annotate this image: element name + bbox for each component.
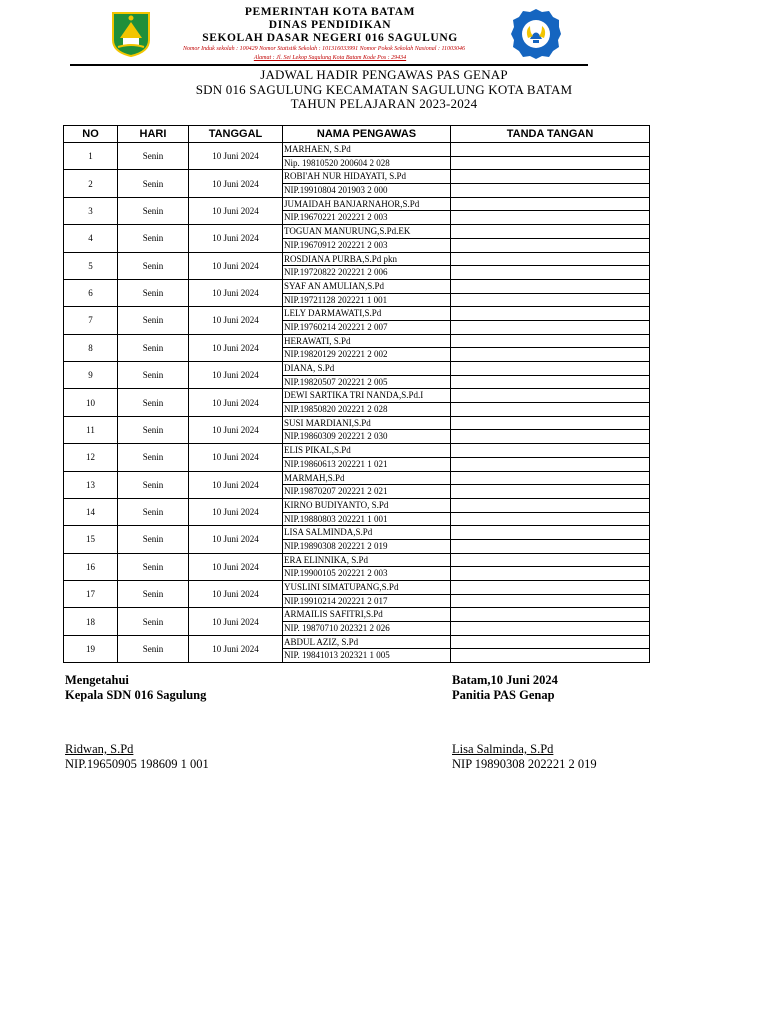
cell-tanggal: 10 Juni 2024 bbox=[189, 252, 283, 279]
cell-signature-space bbox=[451, 238, 650, 252]
cell-tanggal: 10 Juni 2024 bbox=[189, 170, 283, 197]
table-header-row bbox=[64, 126, 650, 143]
cell-signature-space bbox=[451, 485, 650, 499]
cell-nama-pengawas: ABDUL AZIZ, S.Pd bbox=[283, 635, 451, 649]
cell-hari: Senin bbox=[118, 170, 189, 197]
cell-no: 17 bbox=[64, 581, 118, 608]
cell-signature-space bbox=[451, 211, 650, 225]
sig-right-place-date: Batam,10 Juni 2024 bbox=[452, 673, 558, 687]
cell-no: 9 bbox=[64, 362, 118, 389]
cell-tanggal: 10 Juni 2024 bbox=[189, 334, 283, 361]
letterhead bbox=[100, 4, 600, 66]
letterhead-text bbox=[160, 6, 500, 62]
cell-no: 15 bbox=[64, 526, 118, 553]
cell-no: 11 bbox=[64, 416, 118, 443]
cell-signature-space bbox=[451, 225, 650, 239]
cell-hari: Senin bbox=[118, 416, 189, 443]
cell-signature-space bbox=[451, 389, 650, 403]
table-row bbox=[64, 225, 650, 239]
cell-nip: NIP. 19870710 202321 2 026 bbox=[283, 622, 451, 636]
title-line-3: TAHUN PELAJARAN 2023-2024 bbox=[290, 96, 478, 111]
cell-tanggal: 10 Juni 2024 bbox=[189, 444, 283, 471]
letterhead-school-numbers: Nomor Induk sekolah : 100429 Nomor Statistik Sekolah : 101316033991 Nomor Pokok Sekolah Nasional : 11003046 bbox=[182, 46, 466, 52]
cell-nip: NIP.19910214 202221 2 017 bbox=[283, 594, 451, 608]
cell-signature-space bbox=[451, 293, 650, 307]
header-tanggal: TANGGAL bbox=[189, 126, 283, 143]
cell-hari: Senin bbox=[118, 252, 189, 279]
cell-nip: NIP. 19841013 202321 1 005 bbox=[283, 649, 451, 663]
table-body bbox=[64, 143, 650, 663]
header-no: NO bbox=[64, 126, 118, 143]
table-row bbox=[64, 635, 650, 649]
cell-hari: Senin bbox=[118, 334, 189, 361]
table-row bbox=[64, 252, 650, 266]
cell-hari: Senin bbox=[118, 608, 189, 635]
cell-tanggal: 10 Juni 2024 bbox=[189, 635, 283, 662]
cell-tanggal: 10 Juni 2024 bbox=[189, 225, 283, 252]
header-hari: HARI bbox=[118, 126, 189, 143]
cell-nama-pengawas: LELY DARMAWATI,S.Pd bbox=[283, 307, 451, 321]
cell-nama-pengawas: ARMAILIS SAFITRI,S.Pd bbox=[283, 608, 451, 622]
cell-signature-space bbox=[451, 143, 650, 157]
cell-signature-space bbox=[451, 416, 650, 430]
sig-left-position: Kepala SDN 016 Sagulung bbox=[65, 688, 207, 702]
cell-hari: Senin bbox=[118, 444, 189, 471]
cell-nama-pengawas: TOGUAN MANURUNG,S.Pd.EK bbox=[283, 225, 451, 239]
cell-signature-space bbox=[451, 348, 650, 362]
cell-no: 8 bbox=[64, 334, 118, 361]
cell-nama-pengawas: YUSLINI SIMATUPANG,S.Pd bbox=[283, 581, 451, 595]
cell-nama-pengawas: ROBI'AH NUR HIDAYATI, S.Pd bbox=[283, 170, 451, 184]
cell-nip: NIP.19900105 202221 2 003 bbox=[283, 567, 451, 581]
cell-hari: Senin bbox=[118, 197, 189, 224]
table-row bbox=[64, 279, 650, 293]
cell-tanggal: 10 Juni 2024 bbox=[189, 389, 283, 416]
table-row bbox=[64, 362, 650, 376]
cell-nip: NIP.19890308 202221 2 019 bbox=[283, 539, 451, 553]
cell-signature-space bbox=[451, 553, 650, 567]
cell-signature-space bbox=[451, 307, 650, 321]
cell-nama-pengawas: ELIS PIKAL,S.Pd bbox=[283, 444, 451, 458]
cell-hari: Senin bbox=[118, 498, 189, 525]
sig-left-nip: NIP.19650905 198609 1 001 bbox=[65, 757, 209, 771]
cell-no: 7 bbox=[64, 307, 118, 334]
cell-tanggal: 10 Juni 2024 bbox=[189, 581, 283, 608]
cell-tanggal: 10 Juni 2024 bbox=[189, 197, 283, 224]
cell-nip: NIP.19820129 202221 2 002 bbox=[283, 348, 451, 362]
cell-signature-space bbox=[451, 375, 650, 389]
cell-signature-space bbox=[451, 184, 650, 198]
cell-nip: NIP.19860613 202221 1 021 bbox=[283, 457, 451, 471]
cell-signature-space bbox=[451, 334, 650, 348]
cell-hari: Senin bbox=[118, 635, 189, 662]
cell-nama-pengawas: ERA ELINNIKA, S.Pd bbox=[283, 553, 451, 567]
cell-hari: Senin bbox=[118, 307, 189, 334]
table-row bbox=[64, 608, 650, 622]
cell-signature-space bbox=[451, 430, 650, 444]
sig-left-acknowledged: Mengetahui bbox=[65, 673, 129, 687]
signature-right bbox=[452, 673, 597, 772]
cell-signature-space bbox=[451, 252, 650, 266]
letterhead-department: DINAS PENDIDIKAN bbox=[268, 19, 392, 31]
cell-signature-space bbox=[451, 362, 650, 376]
cell-signature-space bbox=[451, 403, 650, 417]
cell-signature-space bbox=[451, 539, 650, 553]
cell-hari: Senin bbox=[118, 225, 189, 252]
cell-signature-space bbox=[451, 581, 650, 595]
cell-hari: Senin bbox=[118, 526, 189, 553]
cell-tanggal: 10 Juni 2024 bbox=[189, 416, 283, 443]
cell-signature-space bbox=[451, 594, 650, 608]
table-row bbox=[64, 389, 650, 403]
cell-signature-space bbox=[451, 444, 650, 458]
cell-nama-pengawas: ROSDIANA PURBA,S.Pd pkn bbox=[283, 252, 451, 266]
sig-right-nip: NIP 19890308 202221 2 019 bbox=[452, 757, 597, 771]
cell-tanggal: 10 Juni 2024 bbox=[189, 362, 283, 389]
cell-signature-space bbox=[451, 266, 650, 280]
cell-tanggal: 10 Juni 2024 bbox=[189, 498, 283, 525]
cell-nip: NIP.19860309 202221 2 030 bbox=[283, 430, 451, 444]
cell-no: 18 bbox=[64, 608, 118, 635]
cell-nama-pengawas: DEWI SARTIKA TRI NANDA,S.Pd.I bbox=[283, 389, 451, 403]
cell-signature-space bbox=[451, 457, 650, 471]
cell-no: 10 bbox=[64, 389, 118, 416]
header-tanda-tangan: TANDA TANGAN bbox=[451, 126, 650, 143]
cell-nama-pengawas: SYAF AN AMULIAN,S.Pd bbox=[283, 279, 451, 293]
cell-signature-space bbox=[451, 622, 650, 636]
letterhead-divider bbox=[70, 64, 588, 66]
sig-left-name: Ridwan, S.Pd bbox=[65, 742, 134, 756]
cell-nip: NIP.19910804 201903 2 000 bbox=[283, 184, 451, 198]
tut-wuri-handayani-icon bbox=[510, 8, 562, 60]
cell-nip: NIP.19721128 202221 1 001 bbox=[283, 293, 451, 307]
cell-nama-pengawas: LISA SALMINDA,S.Pd bbox=[283, 526, 451, 540]
cell-hari: Senin bbox=[118, 581, 189, 608]
cell-tanggal: 10 Juni 2024 bbox=[189, 471, 283, 498]
cell-signature-space bbox=[451, 156, 650, 170]
table-row bbox=[64, 498, 650, 512]
signature-left bbox=[65, 673, 209, 772]
cell-nip: NIP.19820507 202221 2 005 bbox=[283, 375, 451, 389]
cell-hari: Senin bbox=[118, 389, 189, 416]
cell-signature-space bbox=[451, 279, 650, 293]
header-nama-pengawas: NAMA PENGAWAS bbox=[283, 126, 451, 143]
cell-nip: NIP.19670221 202221 2 003 bbox=[283, 211, 451, 225]
cell-tanggal: 10 Juni 2024 bbox=[189, 526, 283, 553]
sig-right-name: Lisa Salminda, S.Pd bbox=[452, 742, 554, 756]
table-row bbox=[64, 170, 650, 184]
cell-no: 19 bbox=[64, 635, 118, 662]
cell-no: 4 bbox=[64, 225, 118, 252]
table-row bbox=[64, 307, 650, 321]
cell-signature-space bbox=[451, 197, 650, 211]
cell-signature-space bbox=[451, 567, 650, 581]
cell-nip: NIP.19670912 202221 2 003 bbox=[283, 238, 451, 252]
cell-tanggal: 10 Juni 2024 bbox=[189, 279, 283, 306]
cell-no: 12 bbox=[64, 444, 118, 471]
cell-tanggal: 10 Juni 2024 bbox=[189, 608, 283, 635]
title-line-1: JADWAL HADIR PENGAWAS PAS GENAP bbox=[260, 67, 508, 82]
cell-nama-pengawas: MARHAEN, S.Pd bbox=[283, 143, 451, 157]
cell-nip: Nip. 19810520 200604 2 028 bbox=[283, 156, 451, 170]
table-row bbox=[64, 471, 650, 485]
cell-hari: Senin bbox=[118, 471, 189, 498]
cell-hari: Senin bbox=[118, 553, 189, 580]
cell-tanggal: 10 Juni 2024 bbox=[189, 307, 283, 334]
table-row bbox=[64, 526, 650, 540]
cell-no: 13 bbox=[64, 471, 118, 498]
cell-hari: Senin bbox=[118, 362, 189, 389]
cell-nip: NIP.19850820 202221 2 028 bbox=[283, 403, 451, 417]
cell-hari: Senin bbox=[118, 143, 189, 170]
cell-nip: NIP.19760214 202221 2 007 bbox=[283, 320, 451, 334]
cell-nip: NIP.19870207 202221 2 021 bbox=[283, 485, 451, 499]
kota-batam-emblem-icon bbox=[110, 10, 152, 58]
letterhead-government: PEMERINTAH KOTA BATAM bbox=[244, 6, 416, 18]
cell-no: 1 bbox=[64, 143, 118, 170]
table-row bbox=[64, 581, 650, 595]
cell-no: 6 bbox=[64, 279, 118, 306]
cell-nama-pengawas: JUMAIDAH BANJARNAHOR,S.Pd bbox=[283, 197, 451, 211]
table-row bbox=[64, 444, 650, 458]
cell-nama-pengawas: MARMAH,S.Pd bbox=[283, 471, 451, 485]
cell-hari: Senin bbox=[118, 279, 189, 306]
cell-signature-space bbox=[451, 320, 650, 334]
cell-signature-space bbox=[451, 526, 650, 540]
cell-signature-space bbox=[451, 512, 650, 526]
cell-nama-pengawas: HERAWATI, S.Pd bbox=[283, 334, 451, 348]
table-row bbox=[64, 197, 650, 211]
cell-signature-space bbox=[451, 471, 650, 485]
cell-nip: NIP.19880803 202221 1 001 bbox=[283, 512, 451, 526]
cell-nama-pengawas: KIRNO BUDIYANTO, S.Pd bbox=[283, 498, 451, 512]
table-row bbox=[64, 553, 650, 567]
table-row bbox=[64, 416, 650, 430]
cell-no: 2 bbox=[64, 170, 118, 197]
sig-right-position: Panitia PAS Genap bbox=[452, 688, 555, 702]
cell-nama-pengawas: SUSI MARDIANI,S.Pd bbox=[283, 416, 451, 430]
proctor-schedule-table bbox=[63, 125, 650, 663]
cell-nama-pengawas: DIANA, S.Pd bbox=[283, 362, 451, 376]
cell-nip: NIP.19720822 202221 2 006 bbox=[283, 266, 451, 280]
cell-signature-space bbox=[451, 608, 650, 622]
letterhead-school: SEKOLAH DASAR NEGERI 016 SAGULUNG bbox=[202, 32, 458, 44]
table-row bbox=[64, 143, 650, 157]
cell-no: 14 bbox=[64, 498, 118, 525]
cell-no: 5 bbox=[64, 252, 118, 279]
cell-signature-space bbox=[451, 498, 650, 512]
cell-tanggal: 10 Juni 2024 bbox=[189, 553, 283, 580]
table-row bbox=[64, 334, 650, 348]
cell-signature-space bbox=[451, 170, 650, 184]
cell-signature-space bbox=[451, 635, 650, 649]
cell-no: 16 bbox=[64, 553, 118, 580]
letterhead-address: Alamat : Jl. Sei Lekop Sagulung Kota Batam Kode Pos : 29434 bbox=[253, 55, 407, 61]
cell-signature-space bbox=[451, 649, 650, 663]
cell-tanggal: 10 Juni 2024 bbox=[189, 143, 283, 170]
cell-no: 3 bbox=[64, 197, 118, 224]
document-title bbox=[0, 68, 768, 112]
title-line-2: SDN 016 SAGULUNG KECAMATAN SAGULUNG KOTA BATAM bbox=[195, 81, 573, 97]
